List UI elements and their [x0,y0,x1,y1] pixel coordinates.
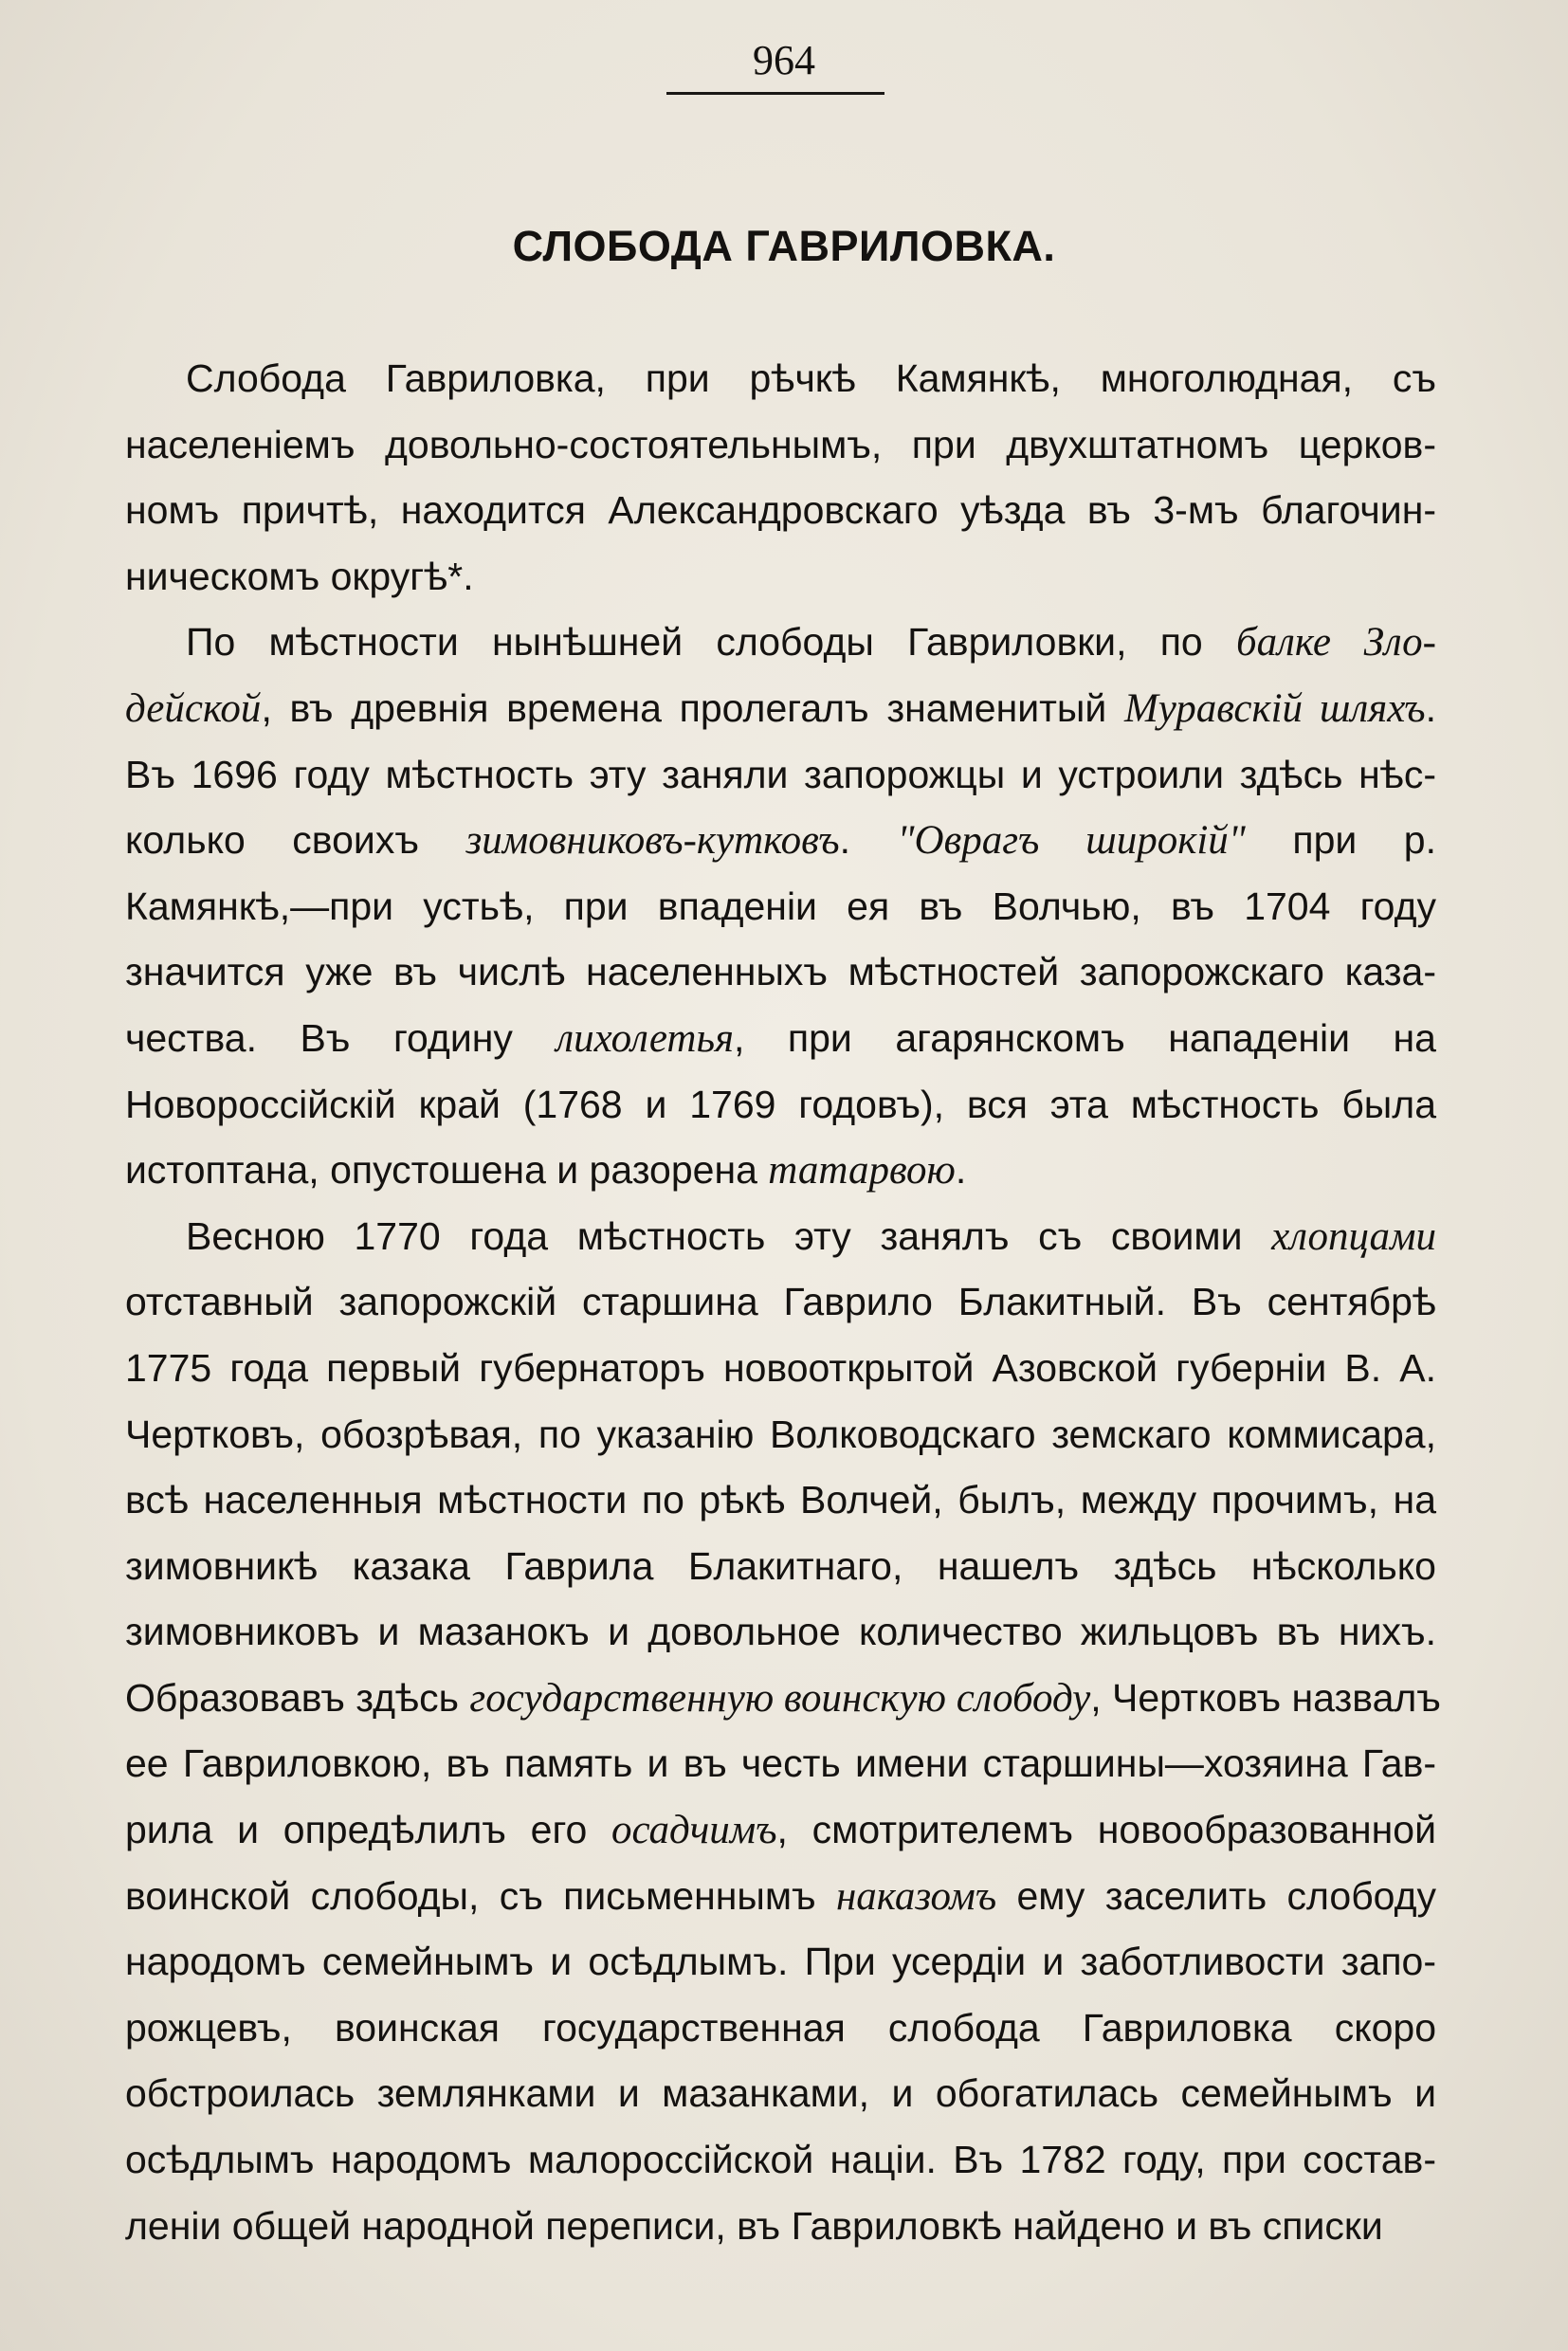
text-line [125,1534,1436,1600]
paragraph [125,346,1436,610]
text-line [125,1929,1436,1996]
text-line [125,1269,1436,1336]
text-line [125,676,1436,742]
page-number: 964 [753,37,815,83]
text-segment: населеніемъ довольно-состоятельнымъ, при двухштатномъ церков- [125,422,1436,466]
italic-phrase: лихолетья [556,1015,735,1061]
text-line [125,742,1436,809]
text-line [125,1138,1436,1204]
italic-phrase: Муравскій шляхъ [1123,685,1426,731]
text-segment: Въ 1696 году мѣстность эту заняли запорожцы и устроили здѣсь нѣс- [125,752,1436,796]
text-segment: значится уже въ числѣ населенныхъ мѣстностей запорожскаго каза- [125,950,1436,994]
text-segment: Камянкѣ,—при устьѣ, при впаденіи ея въ Волчью, въ 1704 году [125,884,1436,928]
text-line [125,1864,1436,1930]
text-segment: отставный запорожскій старшина Гаврило Блакитный. Въ сентябрѣ [125,1280,1436,1324]
text-segment: , въ древнія времена пролегалъ знаменитый [261,685,1124,730]
text-line [125,610,1436,676]
text-line [125,1599,1436,1666]
italic-phrase: "Оврагъ широкій" [897,818,1246,864]
text-segment: 1775 года первый губернаторъ новооткрытой Азовской губерніи В. А. [125,1345,1436,1390]
text-line [125,478,1436,544]
italic-phrase: татарвою [768,1148,956,1194]
text-line [125,1402,1436,1468]
text-segment: . [839,818,898,863]
text-segment: , при агарянскомъ нападеніи на [734,1015,1436,1060]
text-segment: ему заселить слободу [996,1873,1437,1918]
paragraph [125,610,1436,1203]
text-segment: колько своихъ [125,818,466,863]
text-line [125,939,1436,1006]
italic-phrase: осадчимъ [611,1808,777,1853]
text-segment: при р. [1245,818,1436,863]
text-segment: Слобода Гавриловка, при рѣчкѣ Камянкѣ, многолюдная, съ [186,356,1436,400]
text-line [125,1204,1436,1270]
text-line [125,874,1436,940]
text-segment: леніи общей народной переписи, въ Гавриловкѣ найдено и въ списки [125,2203,1383,2248]
text-segment: Новороссійскій край (1768 и 1769 годовъ), вся эта мѣстность была [125,1082,1436,1126]
text-line [125,1666,1441,1732]
italic-phrase: балке Зло- [1235,620,1436,665]
italic-phrase: зимовниковъ-кутковъ [465,818,840,864]
text-line [125,1006,1436,1072]
text-line [125,1467,1436,1534]
text-line [125,544,1436,611]
text-segment: , смотрителемъ новообразованной [776,1808,1436,1852]
text-segment: Образовавъ здѣсь [125,1675,470,1720]
text-line [125,1731,1436,1797]
text-segment: истоптана, опустошена и разорена [125,1148,769,1193]
page-number-rule [666,92,884,95]
text-segment: . [955,1148,967,1193]
text-line [125,1072,1436,1139]
text-segment: ническомъ округѣ*. [125,554,474,598]
text-segment: зимовникѣ казака Гаврила Блакитнаго, нашелъ здѣсь нѣсколько [125,1543,1436,1588]
text-segment: Весною 1770 года мѣстность эту занялъ съ своими [186,1213,1272,1258]
text-segment: рила и опредѣлилъ его [125,1808,612,1852]
text-segment: , Чертковъ назвалъ [1090,1675,1441,1720]
italic-phrase: наказомъ [835,1873,997,1919]
text-line [125,1797,1436,1864]
text-line [125,1336,1436,1402]
text-segment: чества. Въ годину [125,1015,556,1060]
text-line [125,1996,1436,2062]
text-segment: осѣдлымъ народомъ малороссійской націи. Въ 1782 году, при состав- [125,2138,1436,2182]
section-heading: СЛОБОДА ГАВРИЛОВКА. [512,222,1056,270]
italic-phrase: хлопцами [1271,1213,1436,1259]
paragraph [125,1204,1441,2260]
text-line [125,2127,1436,2194]
text-segment: всѣ населенныя мѣстности по рѣкѣ Волчей, былъ, между прочимъ, на [125,1478,1436,1522]
text-line [125,808,1436,874]
text-segment: народомъ семейнымъ и осѣдлымъ. При усердіи и заботливости запо- [125,1940,1436,1984]
text-line [125,2194,1436,2260]
text-segment: Чертковъ, обозрѣвая, по указанію Волководскаго земскаго коммисара, [125,1412,1436,1456]
italic-phrase: государственную воинскую слободу [469,1675,1091,1721]
text-line [125,346,1436,412]
text-segment: номъ причтѣ, находится Александровскаго уѣзда въ 3-мъ благочин- [125,488,1436,533]
text-segment: ее Гавриловкою, въ память и въ честь имени старшины—хозяина Гав- [125,1741,1436,1786]
text-line [125,2061,1436,2127]
italic-phrase: дейской [125,685,262,731]
text-segment: . [1425,685,1436,730]
text-segment: зимовниковъ и мазанокъ и довольное количество жильцовъ въ нихъ. [125,1610,1436,1654]
text-segment: По мѣстности нынѣшней слободы Гавриловки, по [186,620,1236,665]
text-segment: обстроилась землянками и мазанками, и обогатилась семейнымъ и [125,2071,1436,2116]
text-segment: воинской слободы, съ письменнымъ [125,1873,836,1918]
text-line [125,412,1436,479]
body-text [125,346,1441,2259]
text-segment: рожцевъ, воинская государственная слобода Гавриловка скоро [125,2005,1436,2050]
